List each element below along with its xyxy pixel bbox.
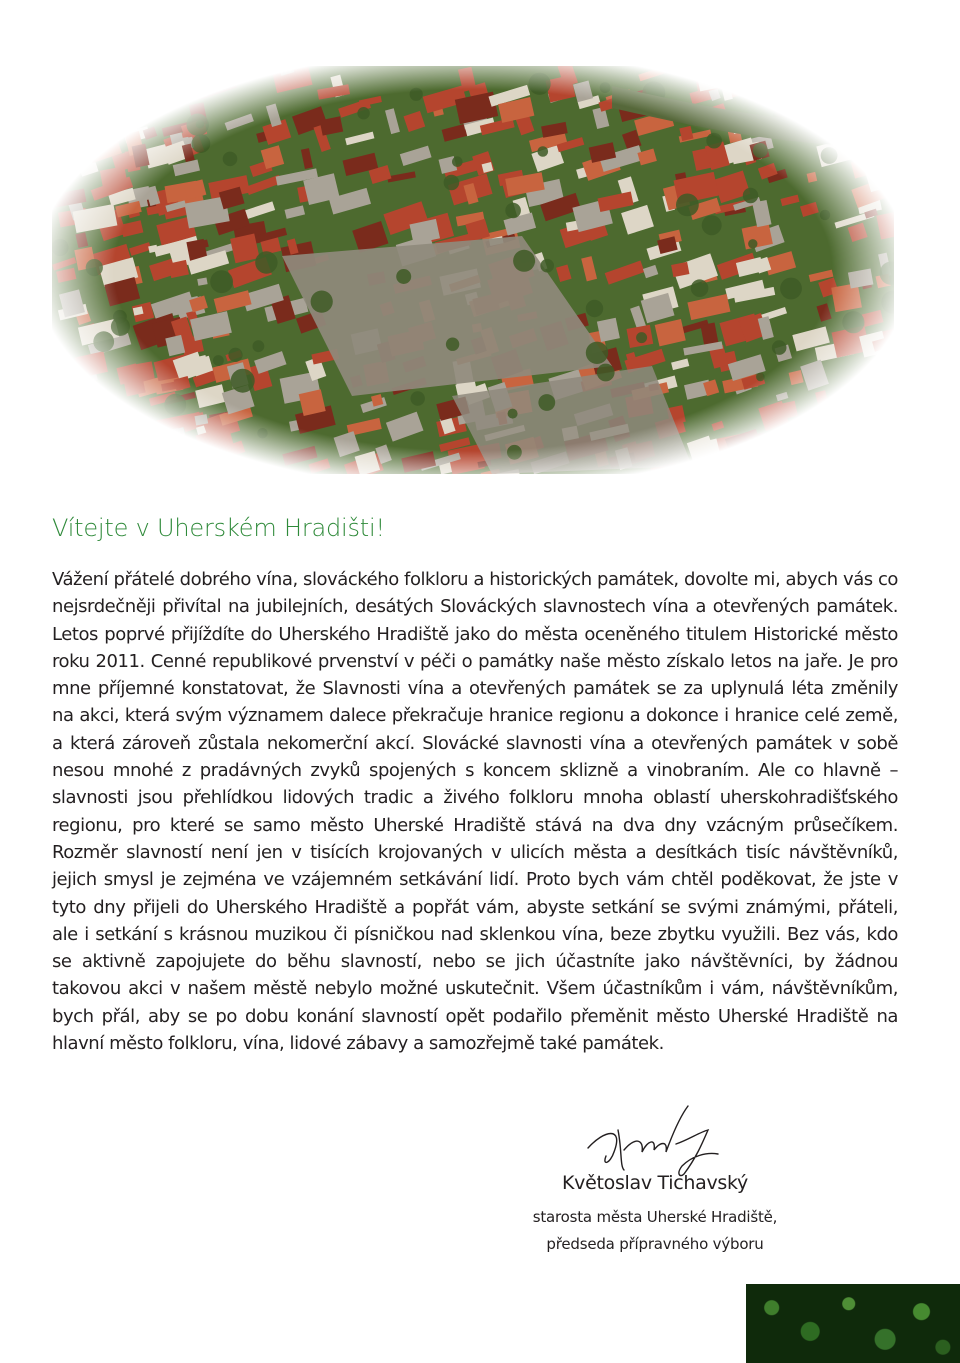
letter-body <box>52 566 898 1057</box>
tree <box>748 239 757 248</box>
tree <box>676 194 699 217</box>
tree <box>311 291 333 313</box>
tree <box>505 203 521 219</box>
tree <box>780 278 802 300</box>
signatory-role-line-1: starosta města Uherské Hradiště, <box>532 1208 778 1226</box>
tree <box>231 369 255 393</box>
tree <box>93 331 114 352</box>
tree <box>597 364 615 382</box>
tree <box>702 215 722 235</box>
tree <box>253 340 265 352</box>
tree <box>772 340 787 355</box>
rooftop <box>230 234 260 264</box>
tree <box>691 279 709 297</box>
tree <box>444 175 460 191</box>
tree <box>743 188 758 203</box>
tree <box>164 394 186 416</box>
tree <box>538 394 555 411</box>
tree <box>540 259 554 273</box>
tree <box>586 300 603 317</box>
tree <box>600 82 611 93</box>
tree <box>210 270 233 293</box>
handwritten-signature <box>584 1100 724 1180</box>
tree <box>446 338 459 351</box>
rooftop <box>831 283 862 312</box>
town-aerial-photo <box>52 66 894 474</box>
tree <box>257 428 267 438</box>
decorative-grape-corner <box>746 1284 960 1363</box>
tree <box>706 133 722 149</box>
tree <box>223 152 238 167</box>
signatory-name: Květoslav Tichavský <box>561 1172 749 1194</box>
tree <box>213 355 224 366</box>
tree <box>52 239 69 256</box>
tree <box>529 73 551 95</box>
tree <box>452 156 463 167</box>
tree <box>538 146 549 157</box>
tree <box>636 332 647 343</box>
tree <box>842 311 864 333</box>
signatory-role-line-2: předseda přípravného výboru <box>546 1235 764 1253</box>
tree <box>870 454 882 466</box>
tree <box>188 76 208 96</box>
tree <box>228 348 242 362</box>
tree <box>192 134 211 153</box>
tree <box>586 342 608 364</box>
tree <box>111 317 130 336</box>
tree <box>753 143 768 158</box>
tree <box>357 107 369 119</box>
letter-paragraph: Vážení přátelé dobrého vína, slováckého folkloru a historických památek, dovolte mi, abych vás co nejsrdečněji přivítal na jubilejních, desátých Slováckých slavnostech vína a otevřených památek. Letos poprvé přijíždíte do Uherského Hradiště jako do města oceněného titulem Historické město roku 2011. Cenné republikové prvenství v péči o památky naše město získalo letos na jaře. Je pro mne příjemné konstatovat, že Slavnosti vína a otevřených památek se za uplynulá léta změnily na akci, která svým významem dalece překračuje hranice regionu a dokonce i hranice celé země, a která zároveň zůstala nekomerční akcí. Slovácké slavnosti vína a otevřených památek v sobě nesou mnohé z pradávných zvyků spojených s koncem sklizně a vinobraním. Ale co hlavně – slavnosti jsou přehlídkou lidových tradic a živého folkloru mnoha oblastí uherskohradišťského regionu, pro které se samo město Uherské Hradiště stává na dva dny vzácným průsečíkem. Rozměr slavností není jen v tisících krojovaných v ulicích města a desítkách tisíc návštěvníků, jejich smysl je zejména ve vzájemném setkávání lidí. Proto bych vám chtěl poděkovat, že jste v tyto dny přijeli do Uherského Hradiště a popřát vám, abyste setkání se svými známými, přáteli, ale i setkání s krásnou muzikou či písničkou nad sklenkou vína, beze zbytku využili. Bez vás, kdo se aktivně zapojujete do běhu slavností, nebo se jich účastníte jako návštěvníci, by žádnou takovou akci v našem městě nebylo možné uskutečnit. Všem účastníkům i vám, návštěvníkům, bych přál, aby se po dobu konání slavností opět podařilo přeměnit město Uherské Hradiště na hlavní město folkloru, vína, lidové zábavy a samozřejmě také památek. <box>52 569 898 1055</box>
tree <box>411 391 425 405</box>
tree <box>820 210 830 220</box>
tree <box>821 147 838 164</box>
rooftop <box>597 318 620 342</box>
tree <box>255 251 277 273</box>
tree <box>756 373 765 382</box>
tree <box>396 269 411 284</box>
aerial-photo-illustration <box>52 66 894 474</box>
tree <box>86 259 103 276</box>
tree <box>508 409 518 419</box>
signatory-role <box>512 1204 798 1258</box>
tree <box>196 120 204 128</box>
tree <box>507 445 522 460</box>
welcome-heading: Vítejte v Uherském Hradišti! <box>52 514 385 542</box>
tree <box>513 250 535 272</box>
tree <box>410 88 423 101</box>
